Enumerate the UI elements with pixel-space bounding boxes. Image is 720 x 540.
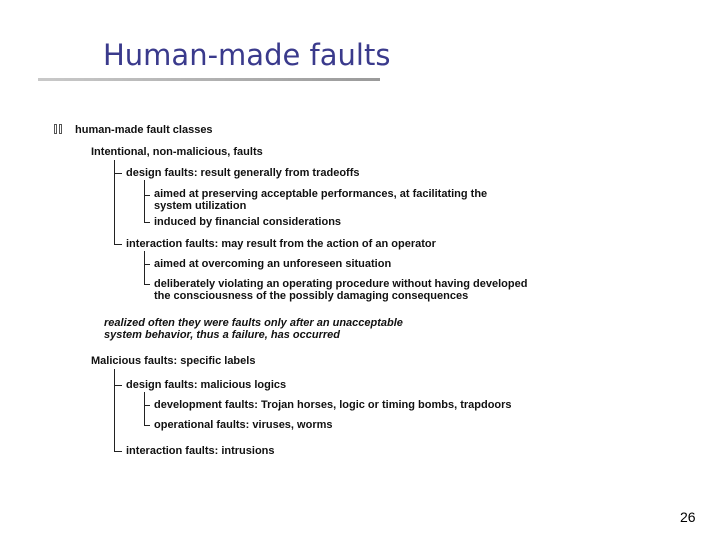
title-underline — [38, 78, 380, 81]
tree-connector — [114, 369, 115, 451]
intentional-interaction-faults-label: interaction faults: may result from the action of an operator — [126, 238, 436, 250]
design-fault-item: induced by financial considerations — [154, 216, 342, 228]
tree-connector — [144, 195, 150, 196]
malicious-interaction-faults-label: interaction faults: intrusions — [126, 445, 275, 457]
tree-connector — [144, 251, 145, 284]
tree-connector — [144, 264, 150, 265]
page-number: 26 — [680, 509, 696, 525]
tree-connector — [144, 405, 150, 406]
interaction-fault-item: aimed at overcoming an unforeseen situation — [154, 258, 392, 270]
interaction-fault-item: deliberately violating an operating procedure without having developed — [154, 278, 528, 290]
tree-connector — [144, 425, 150, 426]
note-text: realized often they were faults only after an unacceptable — [104, 317, 403, 329]
design-fault-item: aimed at preserving acceptable performances, at facilitating the — [154, 188, 488, 200]
tree-root-label: human-made fault classes — [75, 124, 213, 136]
tree-connector — [144, 222, 150, 223]
malicious-faults-heading: Malicious faults: specific labels — [91, 355, 256, 367]
tree-connector — [144, 392, 145, 425]
malicious-design-faults-label: design faults: malicious logics — [126, 379, 287, 391]
design-fault-item-continued: system utilization — [154, 200, 247, 212]
note-text-continued: system behavior, thus a failure, has occurred — [104, 329, 340, 341]
tree-connector — [114, 244, 122, 245]
bullet-icon — [54, 124, 64, 134]
malicious-design-item: development faults: Trojan horses, logic or timing bombs, trapdoors — [154, 399, 512, 411]
tree-connector — [114, 173, 122, 174]
malicious-design-item: operational faults: viruses, worms — [154, 419, 333, 431]
intentional-design-faults-label: design faults: result generally from tradeoffs — [126, 167, 360, 179]
intentional-faults-heading: Intentional, non-malicious, faults — [91, 146, 263, 158]
slide-title: Human-made faults — [103, 38, 391, 72]
interaction-fault-item-continued: the consciousness of the possibly damaging consequences — [154, 290, 469, 302]
tree-connector — [114, 385, 122, 386]
tree-connector — [144, 180, 145, 222]
tree-connector — [114, 451, 122, 452]
tree-connector — [144, 284, 150, 285]
